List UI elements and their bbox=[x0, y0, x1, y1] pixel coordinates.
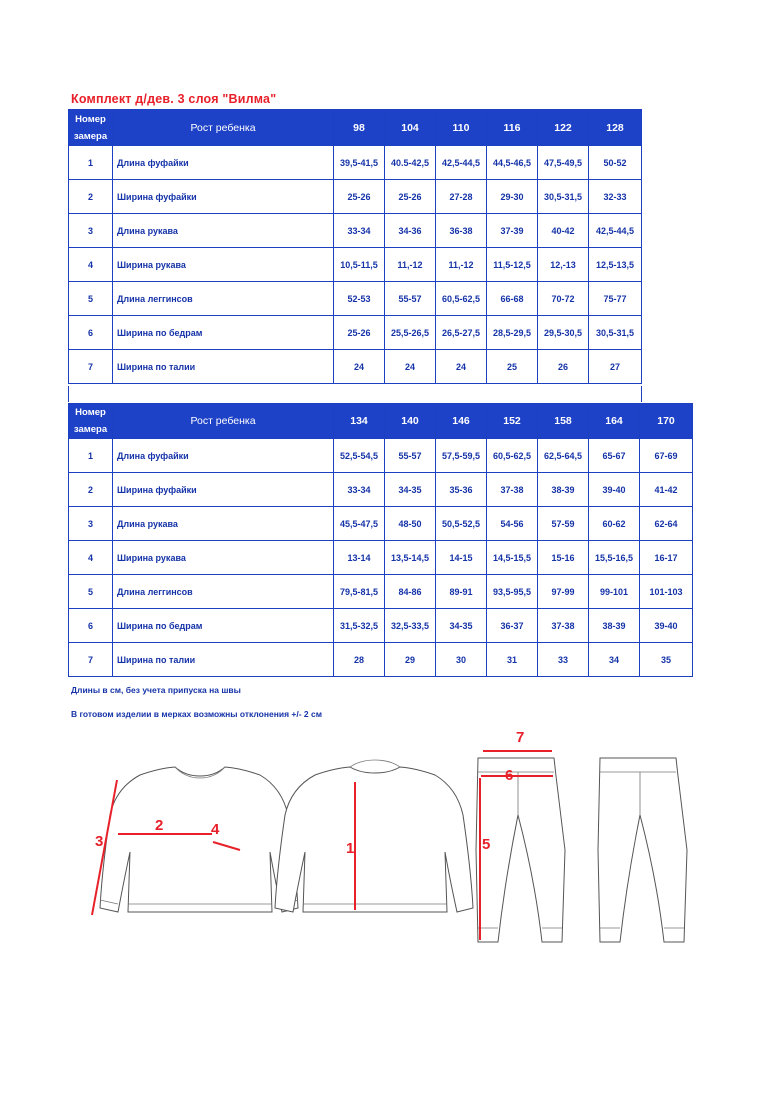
size-value: 45,5-47,5 bbox=[334, 507, 385, 541]
measure-number: 3 bbox=[69, 507, 113, 541]
table-row bbox=[69, 146, 642, 180]
size-value: 44,5-46,5 bbox=[487, 146, 538, 180]
size-value: 47,5-49,5 bbox=[538, 146, 589, 180]
size-value: 84-86 bbox=[385, 575, 436, 609]
size-value: 37-39 bbox=[487, 214, 538, 248]
size-value: 39,5-41,5 bbox=[334, 146, 385, 180]
size-value: 25 bbox=[487, 350, 538, 384]
size-value: 34-36 bbox=[385, 214, 436, 248]
page-title: Комплект д/дев. 3 слоя "Вилма" bbox=[71, 92, 277, 106]
size-value: 27-28 bbox=[436, 180, 487, 214]
size-header: 110 bbox=[436, 110, 487, 146]
size-header: 170 bbox=[640, 404, 693, 439]
size-value: 12,5-13,5 bbox=[589, 248, 642, 282]
size-header: 122 bbox=[538, 110, 589, 146]
measure-number: 1 bbox=[69, 146, 113, 180]
size-value: 11,-12 bbox=[385, 248, 436, 282]
measure-number: 2 bbox=[69, 180, 113, 214]
size-value: 31,5-32,5 bbox=[334, 609, 385, 643]
size-header: 164 bbox=[589, 404, 640, 439]
size-header: 158 bbox=[538, 404, 589, 439]
size-value: 99-101 bbox=[589, 575, 640, 609]
size-value: 16-17 bbox=[640, 541, 693, 575]
size-value: 42,5-44,5 bbox=[589, 214, 642, 248]
size-value: 32-33 bbox=[589, 180, 642, 214]
size-value: 32,5-33,5 bbox=[385, 609, 436, 643]
size-value: 34 bbox=[589, 643, 640, 677]
measure-label: Ширина по бедрам bbox=[113, 609, 334, 643]
measure-label: Ширина фуфайки bbox=[113, 180, 334, 214]
size-value: 25-26 bbox=[385, 180, 436, 214]
size-value: 26 bbox=[538, 350, 589, 384]
size-value: 30,5-31,5 bbox=[538, 180, 589, 214]
table-spacer bbox=[68, 386, 642, 402]
measure-label: Длина рукава bbox=[113, 507, 334, 541]
marker-1: 1 bbox=[346, 840, 355, 857]
size-value: 39-40 bbox=[640, 609, 693, 643]
table-header-row bbox=[69, 404, 693, 439]
measure-number: 7 bbox=[69, 350, 113, 384]
size-value: 60,5-62,5 bbox=[436, 282, 487, 316]
size-value: 41-42 bbox=[640, 473, 693, 507]
measure-label: Ширина по талии bbox=[113, 643, 334, 677]
table-row bbox=[69, 214, 642, 248]
size-value: 14,5-15,5 bbox=[487, 541, 538, 575]
marker-5: 5 bbox=[482, 836, 491, 853]
size-value: 29-30 bbox=[487, 180, 538, 214]
size-value: 48-50 bbox=[385, 507, 436, 541]
size-value: 50-52 bbox=[589, 146, 642, 180]
size-value: 31 bbox=[487, 643, 538, 677]
size-header: 134 bbox=[334, 404, 385, 439]
size-value: 75-77 bbox=[589, 282, 642, 316]
measure-number: 3 bbox=[69, 214, 113, 248]
size-value: 42,5-44,5 bbox=[436, 146, 487, 180]
measure-label: Ширина рукава bbox=[113, 248, 334, 282]
measure-label: Ширина по бедрам bbox=[113, 316, 334, 350]
size-value: 57-59 bbox=[538, 507, 589, 541]
size-value: 65-67 bbox=[589, 439, 640, 473]
size-table-2 bbox=[68, 403, 693, 677]
table-row bbox=[69, 507, 693, 541]
size-value: 40.5-42,5 bbox=[385, 146, 436, 180]
table-row bbox=[69, 643, 693, 677]
marker-4: 4 bbox=[211, 821, 220, 838]
size-value: 33-34 bbox=[334, 473, 385, 507]
size-value: 79,5-81,5 bbox=[334, 575, 385, 609]
size-value: 28,5-29,5 bbox=[487, 316, 538, 350]
measure-number: 4 bbox=[69, 541, 113, 575]
marker-3: 3 bbox=[95, 833, 104, 850]
marker-7: 7 bbox=[516, 729, 525, 746]
size-value: 93,5-95,5 bbox=[487, 575, 538, 609]
size-value: 11,-12 bbox=[436, 248, 487, 282]
size-value: 28 bbox=[334, 643, 385, 677]
size-value: 12,-13 bbox=[538, 248, 589, 282]
size-value: 60-62 bbox=[589, 507, 640, 541]
size-value: 24 bbox=[436, 350, 487, 384]
table-row bbox=[69, 575, 693, 609]
height-header: Рост ребенка bbox=[113, 110, 334, 146]
size-value: 35 bbox=[640, 643, 693, 677]
size-value: 29,5-30,5 bbox=[538, 316, 589, 350]
measurement-diagram bbox=[60, 720, 710, 980]
size-value: 25-26 bbox=[334, 316, 385, 350]
size-value: 15,5-16,5 bbox=[589, 541, 640, 575]
size-value: 89-91 bbox=[436, 575, 487, 609]
size-value: 24 bbox=[385, 350, 436, 384]
measure-number: 1 bbox=[69, 439, 113, 473]
size-value: 50,5-52,5 bbox=[436, 507, 487, 541]
size-value: 27 bbox=[589, 350, 642, 384]
size-value: 70-72 bbox=[538, 282, 589, 316]
size-value: 33-34 bbox=[334, 214, 385, 248]
measure-number: 5 bbox=[69, 575, 113, 609]
shirt-front-illustration bbox=[100, 767, 298, 912]
size-value: 37-38 bbox=[487, 473, 538, 507]
table-row bbox=[69, 473, 693, 507]
number-header: Номер замера bbox=[69, 404, 113, 439]
size-value: 57,5-59,5 bbox=[436, 439, 487, 473]
pants-back-illustration bbox=[598, 758, 687, 942]
size-value: 39-40 bbox=[589, 473, 640, 507]
measure-label: Длина леггинсов bbox=[113, 575, 334, 609]
size-value: 13,5-14,5 bbox=[385, 541, 436, 575]
size-value: 26,5-27,5 bbox=[436, 316, 487, 350]
size-value: 40-42 bbox=[538, 214, 589, 248]
size-value: 55-57 bbox=[385, 282, 436, 316]
size-value: 30,5-31,5 bbox=[589, 316, 642, 350]
measure-number: 2 bbox=[69, 473, 113, 507]
size-value: 25,5-26,5 bbox=[385, 316, 436, 350]
size-header: 146 bbox=[436, 404, 487, 439]
size-value: 60,5-62,5 bbox=[487, 439, 538, 473]
size-value: 30 bbox=[436, 643, 487, 677]
measure-label: Длина рукава bbox=[113, 214, 334, 248]
measure-label: Длина леггинсов bbox=[113, 282, 334, 316]
size-value: 55-57 bbox=[385, 439, 436, 473]
size-value: 29 bbox=[385, 643, 436, 677]
size-value: 54-56 bbox=[487, 507, 538, 541]
note-tolerance: В готовом изделии в мерках возможны отклонения +/- 2 см bbox=[71, 709, 323, 719]
size-value: 67-69 bbox=[640, 439, 693, 473]
number-header: Номер замера bbox=[69, 110, 113, 146]
size-value: 66-68 bbox=[487, 282, 538, 316]
measure-number: 7 bbox=[69, 643, 113, 677]
size-value: 33 bbox=[538, 643, 589, 677]
note-units: Длины в см, без учета припуска на швы bbox=[71, 685, 241, 695]
table-row bbox=[69, 439, 693, 473]
marker-6: 6 bbox=[505, 767, 514, 784]
measure-number: 6 bbox=[69, 316, 113, 350]
shirt-back-illustration bbox=[275, 760, 473, 912]
measure-number: 6 bbox=[69, 609, 113, 643]
size-value: 52,5-54,5 bbox=[334, 439, 385, 473]
size-value: 11,5-12,5 bbox=[487, 248, 538, 282]
measure-label: Длина фуфайки bbox=[113, 146, 334, 180]
size-value: 38-39 bbox=[538, 473, 589, 507]
size-value: 62,5-64,5 bbox=[538, 439, 589, 473]
size-value: 34-35 bbox=[385, 473, 436, 507]
size-table-1 bbox=[68, 109, 642, 384]
measure-label: Ширина рукава bbox=[113, 541, 334, 575]
size-header: 128 bbox=[589, 110, 642, 146]
size-value: 10,5-11,5 bbox=[334, 248, 385, 282]
table-row bbox=[69, 180, 642, 214]
size-value: 101-103 bbox=[640, 575, 693, 609]
size-header: 140 bbox=[385, 404, 436, 439]
table-header-row bbox=[69, 110, 642, 146]
size-value: 38-39 bbox=[589, 609, 640, 643]
table-row bbox=[69, 609, 693, 643]
size-value: 36-38 bbox=[436, 214, 487, 248]
measure-label: Ширина по талии bbox=[113, 350, 334, 384]
size-value: 25-26 bbox=[334, 180, 385, 214]
size-header: 152 bbox=[487, 404, 538, 439]
size-value: 97-99 bbox=[538, 575, 589, 609]
size-value: 15-16 bbox=[538, 541, 589, 575]
measure-number: 5 bbox=[69, 282, 113, 316]
size-value: 14-15 bbox=[436, 541, 487, 575]
table-row bbox=[69, 248, 642, 282]
table-row bbox=[69, 541, 693, 575]
measure-number: 4 bbox=[69, 248, 113, 282]
size-value: 62-64 bbox=[640, 507, 693, 541]
size-header: 104 bbox=[385, 110, 436, 146]
size-value: 37-38 bbox=[538, 609, 589, 643]
table-row bbox=[69, 350, 642, 384]
size-value: 24 bbox=[334, 350, 385, 384]
size-value: 52-53 bbox=[334, 282, 385, 316]
size-value: 36-37 bbox=[487, 609, 538, 643]
size-value: 13-14 bbox=[334, 541, 385, 575]
size-value: 35-36 bbox=[436, 473, 487, 507]
size-header: 98 bbox=[334, 110, 385, 146]
measure-label: Ширина фуфайки bbox=[113, 473, 334, 507]
table-row bbox=[69, 316, 642, 350]
size-value: 34-35 bbox=[436, 609, 487, 643]
size-header: 116 bbox=[487, 110, 538, 146]
table-row bbox=[69, 282, 642, 316]
marker-2: 2 bbox=[155, 817, 164, 834]
height-header: Рост ребенка bbox=[113, 404, 334, 439]
measure-label: Длина фуфайки bbox=[113, 439, 334, 473]
